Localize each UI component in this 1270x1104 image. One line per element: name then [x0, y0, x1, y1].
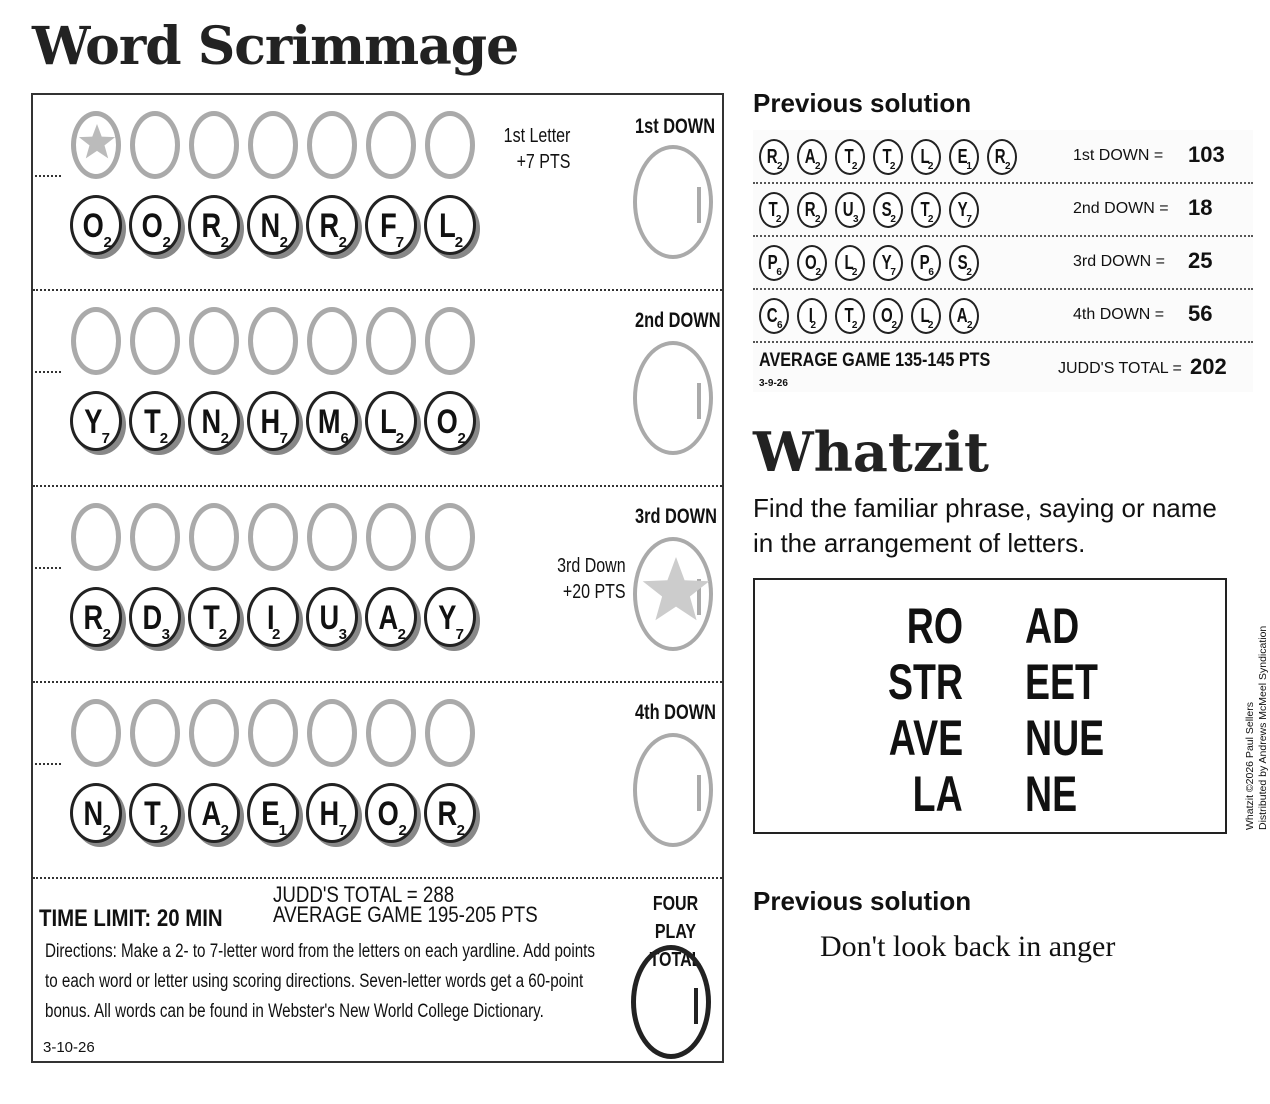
letter-tile[interactable] — [188, 783, 240, 843]
tile-letter: N — [260, 207, 281, 245]
tile-points: 2 — [102, 626, 111, 643]
judds-total-text: JUDD'S TOTAL = 288 — [273, 882, 455, 907]
tile-letter: L — [439, 207, 456, 245]
tile-letter: D — [142, 599, 163, 637]
tile-letter: O — [436, 403, 458, 441]
whatzit-previous-answer: Don't look back in anger — [820, 930, 1116, 963]
letter-tile[interactable] — [70, 783, 122, 843]
tile-letter: T — [144, 403, 161, 441]
tile-points: 6 — [776, 320, 783, 331]
answer-slot[interactable] — [366, 111, 416, 179]
bonus-line: 1st Letter — [503, 125, 570, 147]
letter-tile[interactable] — [129, 391, 181, 451]
letter-tile[interactable] — [70, 587, 122, 647]
letter-tile[interactable] — [247, 783, 299, 843]
answer-slot[interactable] — [248, 503, 298, 571]
prev-letter-tile — [949, 192, 979, 228]
average-game-text: AVERAGE GAME 195-205 PTS — [273, 902, 538, 927]
yardline-lead-dots — [35, 175, 61, 177]
whatzit-instructions: Find the familiar phrase, saying or name in the arrangement of letters. — [753, 493, 1217, 558]
letter-tile[interactable] — [129, 587, 181, 647]
whatzit-left-fragment: STR — [888, 654, 963, 710]
letter-tile[interactable] — [365, 587, 417, 647]
tile-letter: R — [767, 146, 779, 168]
letter-tile[interactable] — [424, 587, 476, 647]
tile-letter: Y — [438, 599, 457, 637]
letter-tile[interactable] — [306, 783, 358, 843]
prev-letter-tile — [911, 245, 941, 281]
tile-points: 3 — [852, 214, 859, 225]
tile-points: 2 — [810, 320, 817, 331]
tile-letter: Y — [881, 252, 892, 274]
tile-letter: E — [261, 795, 280, 833]
tile-points: 7 — [279, 430, 288, 447]
letter-tile[interactable] — [424, 195, 476, 255]
letter-tile[interactable] — [70, 195, 122, 255]
prev-letter-tile — [873, 192, 903, 228]
prev-letter-tile — [873, 245, 903, 281]
tile-points: 3 — [161, 626, 170, 643]
yardline-row-1 — [33, 95, 722, 291]
bonus-line: 3rd Down — [557, 555, 626, 577]
tile-points: 2 — [927, 161, 934, 172]
credit-line-2: Distributed by Andrews McMeel Syndication — [1257, 625, 1269, 830]
tile-points: 2 — [220, 822, 229, 839]
tile-letter: R — [319, 207, 340, 245]
letter-tile[interactable] — [70, 391, 122, 451]
tile-letter: L — [380, 403, 397, 441]
down-score-football[interactable] — [633, 145, 713, 259]
bonus-text — [558, 553, 626, 605]
tile-letter: O — [880, 305, 893, 327]
prev-down-value: 103 — [1188, 142, 1225, 167]
prev-judds-total-value: 202 — [1190, 354, 1227, 379]
prev-judds-total-label: JUDD'S TOTAL = — [1058, 360, 1182, 377]
down-score-football[interactable] — [633, 341, 713, 455]
answer-slot[interactable] — [248, 307, 298, 375]
tile-points: 7 — [395, 234, 405, 251]
prev-letter-tile — [911, 139, 941, 175]
answer-slot[interactable] — [425, 111, 475, 179]
letter-tile[interactable] — [365, 783, 417, 843]
tile-points: 2 — [815, 267, 822, 278]
answer-slot[interactable] — [189, 699, 239, 767]
tile-letter: L — [920, 146, 930, 168]
tile-points: 7 — [890, 267, 896, 278]
football-lace — [697, 775, 701, 811]
letter-tile[interactable] — [247, 195, 299, 255]
tile-letter: R — [83, 599, 104, 637]
prev-letter-tile — [759, 245, 789, 281]
tile-letter: L — [844, 252, 854, 274]
tile-letter: A — [957, 305, 969, 327]
tile-letter: A — [805, 146, 817, 168]
prev-solution-row-3 — [753, 236, 1253, 290]
tile-letter: F — [380, 207, 397, 245]
tile-points: 2 — [220, 430, 229, 447]
four-play-line1: FOUR PLAY — [652, 893, 699, 943]
tile-points: 2 — [851, 320, 858, 331]
tile-letter: N — [83, 795, 104, 833]
down-label: 3rd DOWN — [635, 505, 717, 528]
football-lace — [697, 187, 701, 223]
yardline-lead-dots — [35, 371, 61, 373]
tile-points: 2 — [891, 320, 898, 331]
tile-letter: A — [201, 795, 222, 833]
prev-letter-tile — [797, 298, 827, 334]
tile-letter: N — [201, 403, 222, 441]
tile-points: 2 — [338, 234, 347, 251]
tile-points: 2 — [889, 161, 896, 172]
letter-tile[interactable] — [188, 391, 240, 451]
yardline-row-2 — [33, 291, 722, 487]
answer-slot[interactable] — [130, 111, 180, 179]
prev-down-value: 18 — [1188, 195, 1213, 220]
credit-line-1: Whatzit ©2026 Paul Sellers — [1244, 702, 1256, 830]
star-icon — [641, 557, 711, 632]
tile-points: 2 — [162, 234, 171, 251]
bonus-line: +20 PTS — [563, 581, 626, 603]
prev-letter-tile — [759, 298, 789, 334]
tile-points: 2 — [851, 267, 858, 278]
letter-tile[interactable] — [365, 391, 417, 451]
tile-points: 2 — [927, 320, 934, 331]
tile-letter: T — [844, 305, 854, 327]
prev-solution-row-1 — [753, 130, 1253, 184]
letter-tile[interactable] — [247, 587, 299, 647]
answer-slot[interactable] — [71, 307, 121, 375]
tile-letter: R — [201, 207, 222, 245]
word-scrimmage-board — [31, 93, 724, 1063]
tile-letter: P — [767, 252, 778, 274]
prev-letter-tile — [759, 192, 789, 228]
yardline-divider — [33, 877, 722, 879]
time-limit: TIME LIMIT: 20 MIN — [39, 905, 223, 932]
tile-points: 2 — [966, 267, 972, 278]
tile-points: 2 — [890, 214, 896, 225]
down-score-football[interactable] — [633, 537, 713, 651]
whatzit-right-fragment: NUE — [1025, 710, 1105, 766]
answer-slot[interactable] — [189, 111, 239, 179]
tile-points: 2 — [456, 822, 465, 839]
prev-letter-tile — [949, 298, 979, 334]
letter-tile[interactable] — [188, 587, 240, 647]
bonus-line: +7 PTS — [516, 151, 570, 173]
judds-total — [273, 882, 538, 927]
letter-tile[interactable] — [306, 587, 358, 647]
tile-letter: O — [141, 207, 163, 245]
answer-slot[interactable] — [248, 111, 298, 179]
previous-solution-box — [753, 130, 1253, 392]
answer-slot[interactable] — [307, 111, 357, 179]
answer-slot[interactable] — [366, 503, 416, 571]
tile-points: 2 — [218, 626, 228, 643]
tile-points: 2 — [457, 430, 466, 447]
prev-letter-tile — [987, 139, 1017, 175]
tile-letter: S — [957, 252, 968, 274]
letter-tile[interactable] — [306, 195, 358, 255]
answer-slot[interactable] — [71, 503, 121, 571]
tile-letter: L — [920, 305, 930, 327]
letter-tile[interactable] — [129, 195, 181, 255]
answer-slot[interactable] — [307, 307, 357, 375]
prev-letter-tile — [949, 245, 979, 281]
tile-points: 6 — [340, 430, 349, 447]
prev-letter-tile — [797, 139, 827, 175]
tile-points: 3 — [338, 626, 347, 643]
letter-tile[interactable] — [188, 195, 240, 255]
tile-letter: T — [144, 795, 161, 833]
tile-letter: O — [82, 207, 104, 245]
tile-letter: A — [378, 599, 399, 637]
tile-letter: T — [920, 199, 930, 221]
tile-points: 6 — [928, 267, 934, 278]
tile-points: 2 — [159, 430, 169, 447]
tile-letter: U — [843, 199, 855, 221]
prev-letter-tile — [835, 245, 865, 281]
answer-slot[interactable] — [130, 699, 180, 767]
whatzit-right-fragment: AD — [1025, 598, 1080, 654]
tile-letter: C — [767, 305, 779, 327]
answer-slot[interactable] — [307, 503, 357, 571]
answer-slot[interactable] — [425, 699, 475, 767]
tile-points: 2 — [159, 822, 169, 839]
prev-letter-tile — [835, 139, 865, 175]
prev-letter-tile — [759, 139, 789, 175]
yardline-row-3 — [33, 487, 722, 683]
answer-slot[interactable] — [307, 699, 357, 767]
tile-letter: M — [317, 403, 341, 441]
tile-points: 7 — [338, 822, 347, 839]
prev-letter-tile — [949, 139, 979, 175]
prev-letter-tile — [797, 245, 827, 281]
tile-points: 1 — [966, 161, 972, 172]
tile-points: 2 — [1004, 161, 1011, 172]
tile-points: 2 — [454, 234, 464, 251]
prev-solution-row-2 — [753, 183, 1253, 237]
tile-points: 2 — [220, 234, 229, 251]
prev-letter-tile — [873, 298, 903, 334]
tile-points: 2 — [851, 161, 858, 172]
letter-tile[interactable] — [306, 391, 358, 451]
four-play-total-football[interactable] — [631, 945, 711, 1059]
whatzit-left-fragment: AVE — [888, 710, 963, 766]
tile-points: 2 — [814, 161, 821, 172]
tile-points: 2 — [279, 234, 288, 251]
down-score-football[interactable] — [633, 733, 713, 847]
answer-slot[interactable] — [366, 699, 416, 767]
whatzit-left-fragment: LA — [913, 766, 963, 822]
prev-letter-tile — [797, 192, 827, 228]
prev-down-label: 3rd DOWN = — [1073, 253, 1166, 270]
tile-letter: Y — [957, 199, 968, 221]
answer-slot[interactable] — [71, 699, 121, 767]
tile-letter: U — [319, 599, 340, 637]
tile-points: 7 — [455, 626, 465, 643]
directions: Directions: Make a 2- to 7-letter word from the letters on each yardline. Add points to each word or letter using scoring directions. Seven-letter words get a 60-point bonus. All words can be found in Webster's New World College Dictionary. — [45, 941, 595, 1022]
tile-letter: H — [260, 403, 281, 441]
whatzit-left-fragment: RO — [906, 598, 963, 654]
tile-letter: T — [768, 199, 778, 221]
bonus-text — [503, 123, 570, 175]
tile-points: 2 — [776, 161, 783, 172]
tile-letter: I — [266, 599, 275, 637]
yardline-lead-dots — [35, 763, 61, 765]
answer-slot[interactable] — [189, 503, 239, 571]
tile-points: 2 — [775, 214, 782, 225]
tile-points: 2 — [395, 430, 405, 447]
tile-points: 2 — [927, 214, 934, 225]
tile-letter: P — [919, 252, 930, 274]
whatzit-title: Whatzit — [753, 420, 989, 484]
answer-slot[interactable] — [130, 307, 180, 375]
answer-slot[interactable] — [248, 699, 298, 767]
answer-slot[interactable] — [425, 307, 475, 375]
tile-letter: R — [995, 146, 1007, 168]
tile-letter: R — [805, 199, 817, 221]
tile-letter: T — [844, 146, 854, 168]
prev-average-game: AVERAGE GAME 135-145 PTS — [759, 350, 991, 371]
prev-down-label: 4th DOWN = — [1073, 306, 1165, 323]
prev-date: 3-9-26 — [759, 378, 788, 389]
down-label: 2nd DOWN — [635, 309, 721, 332]
prev-letter-tile — [835, 298, 865, 334]
answer-slot[interactable] — [130, 503, 180, 571]
tile-points: 2 — [814, 214, 821, 225]
tile-letter: O — [804, 252, 817, 274]
tile-points: 1 — [278, 822, 288, 839]
letter-tile[interactable] — [424, 391, 476, 451]
answer-slot[interactable] — [425, 503, 475, 571]
tile-letter: Y — [84, 403, 103, 441]
tile-points: 2 — [103, 234, 112, 251]
prev-letter-tile — [873, 139, 903, 175]
answer-slot[interactable] — [189, 307, 239, 375]
tile-points: 7 — [101, 430, 111, 447]
tile-points: 7 — [966, 214, 972, 225]
tile-points: 6 — [776, 267, 782, 278]
tile-letter: T — [882, 146, 892, 168]
yardline-lead-dots — [35, 567, 61, 569]
letter-tile[interactable] — [129, 783, 181, 843]
prev-down-label: 1st DOWN = — [1073, 147, 1164, 164]
star-icon — [78, 124, 116, 167]
football-lace — [697, 383, 701, 419]
tile-points: 2 — [966, 320, 973, 331]
letter-tile[interactable] — [365, 195, 417, 255]
prev-solution-row-4 — [753, 289, 1253, 343]
four-play-line2: TOTAL — [649, 949, 702, 971]
tile-letter: O — [377, 795, 399, 833]
tile-points: 2 — [102, 822, 111, 839]
tile-letter: S — [881, 199, 892, 221]
letter-tile[interactable] — [424, 783, 476, 843]
tile-letter: T — [203, 599, 220, 637]
prev-down-value: 56 — [1188, 301, 1213, 326]
tile-points: 2 — [398, 822, 407, 839]
yardline-row-4 — [33, 683, 722, 879]
answer-slot[interactable] — [366, 307, 416, 375]
whatzit-right-fragment: EET — [1025, 654, 1098, 710]
prev-letter-tile — [911, 192, 941, 228]
prev-letter-tile — [835, 192, 865, 228]
down-label: 4th DOWN — [635, 701, 716, 724]
whatzit-right-fragment: NE — [1025, 766, 1078, 822]
whatzit-previous-solution-heading: Previous solution — [753, 886, 972, 916]
whatzit-puzzle-box — [753, 578, 1227, 834]
tile-points: 2 — [272, 626, 281, 643]
answer-slot[interactable] — [71, 111, 121, 179]
prev-down-label: 2nd DOWN = — [1073, 200, 1169, 217]
tile-letter: I — [808, 305, 813, 327]
word-scrimmage-title: Word Scrimmage — [32, 16, 519, 77]
prev-down-value: 25 — [1188, 248, 1213, 273]
tile-letter: R — [437, 795, 458, 833]
tile-letter: E — [957, 146, 968, 168]
down-label: 1st DOWN — [635, 115, 716, 138]
prev-letter-tile — [911, 298, 941, 334]
puzzle-date: 3-10-26 — [43, 1039, 95, 1056]
letter-tile[interactable] — [247, 391, 299, 451]
tile-letter: H — [319, 795, 340, 833]
previous-solution-heading: Previous solution — [753, 88, 972, 118]
whatzit-credit — [1244, 626, 1270, 830]
tile-points: 2 — [397, 626, 406, 643]
